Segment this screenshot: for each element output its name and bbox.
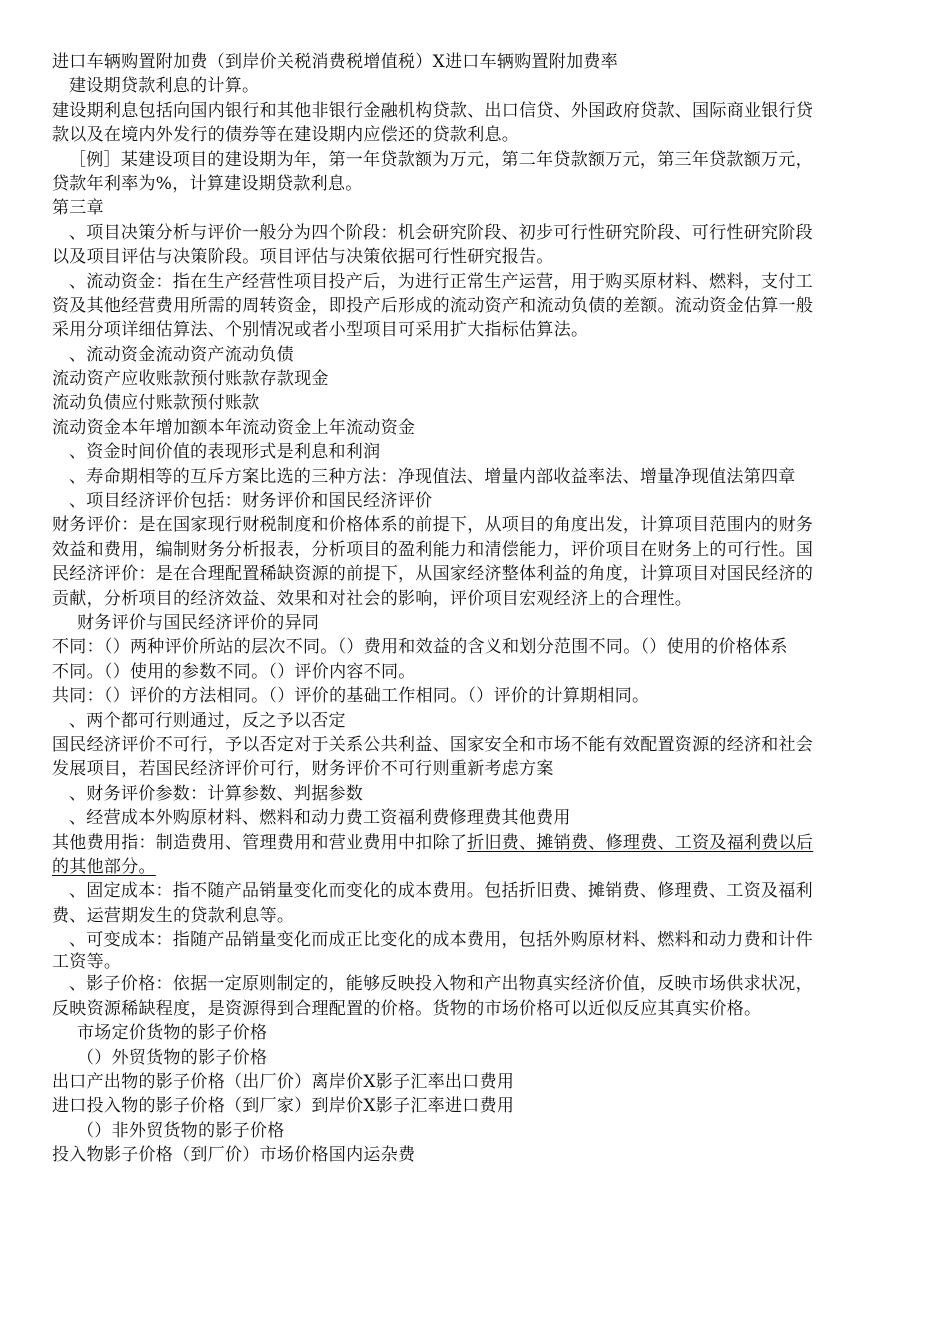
text-line: 费、运营期发生的贷款利息等。 — [52, 905, 295, 926]
text-line: 、流动资金：指在生产经营性项目投产后，为进行正常生产运营，用于购买原材料、燃料，支付工 — [69, 271, 813, 292]
text-line: 、两个都可行则通过，反之予以否定 — [69, 710, 346, 731]
text-line: 、固定成本：指不随产品销量变化而变化的成本费用。包括折旧费、摊销费、修理费、工资及福利 — [69, 881, 813, 902]
text-line: 款以及在境内外发行的债券等在建设期内应偿还的贷款利息。 — [52, 125, 520, 146]
text-line: 建设期利息包括向国内银行和其他非银行金融机构贷款、出口信贷、外国政府贷款、国际商业银行贷 — [52, 100, 814, 121]
text-line: 、可变成本：指随产品销量变化而成正比变化的成本费用，包括外购原材料、燃料和动力费和计件 — [69, 930, 813, 951]
text-line: 、财务评价参数：计算参数、判据参数 — [69, 783, 364, 804]
text-line: 反映资源稀缺程度，是资源得到合理配置的价格。货物的市场价格可以近似反应其真实价格。 — [52, 998, 762, 1019]
underlined-text: 折旧费、摊销费、修理费、工资及福利费以后 — [467, 832, 814, 853]
subsection-heading: （）外贸货物的影子价格 — [77, 1047, 268, 1068]
subsection-heading: （）非外贸货物的影子价格 — [77, 1120, 285, 1141]
section-heading: 财务评价与国民经济评价的异同 — [77, 612, 320, 633]
text-line: 采用分项详细估算法、个别情况或者小型项目可采用扩大指标估算法。 — [52, 320, 589, 341]
text-line: 共同：（）评价的方法相同。（）评价的基础工作相同。（）评价的计算期相同。 — [52, 686, 650, 707]
text-line: 民经济评价：是在合理配置稀缺资源的前提下，从国家经济整体利益的角度，计算项目对国民经济的 — [52, 564, 814, 585]
text-line: 不同。（）使用的参数不同。（）评价内容不同。 — [52, 661, 416, 682]
text-line: 贷款年利率为%，计算建设期贷款利息。 — [52, 173, 363, 194]
text-line: 、寿命期相等的互斥方案比选的三种方法：净现值法、增量内部收益率法、增量净现值法第四章 — [69, 466, 796, 487]
text-line: 流动负债应付账款预付账款 — [52, 393, 260, 414]
text-line: 、项目决策分析与评价一般分为四个阶段：机会研究阶段、初步可行性研究阶段、可行性研究阶段 — [69, 222, 813, 243]
text-line: 、项目经济评价包括：财务评价和国民经济评价 — [69, 491, 433, 512]
text-line: 、经营成本外购原材料、燃料和动力费工资福利费修理费其他费用 — [69, 808, 571, 829]
section-heading: 市场定价货物的影子价格 — [77, 1023, 268, 1044]
text-line: 进口车辆购置附加费（到岸价关税消费税增值税）X进口车辆购置附加费率 — [52, 52, 619, 72]
text-line: 发展项目，若国民经济评价可行，财务评价不可行则重新考虑方案 — [52, 759, 554, 780]
text-line — [52, 855, 904, 879]
text-line: 、流动资金流动资产流动负债 — [69, 344, 294, 365]
text-fragment: 其他费用指：制造费用、管理费用和营业费用中扣除了 — [52, 832, 468, 853]
chapter-heading: 第三章 — [52, 198, 104, 219]
text-line: 投入物影子价格（到厂价）市场价格国内运杂费 — [52, 1145, 416, 1166]
document-body — [52, 50, 904, 1168]
text-line: 效益和费用，编制财务分析报表，分析项目的盈利能力和清偿能力，评价项目在财务上的可行性。国 — [52, 539, 814, 560]
text-line: 、影子价格：依据一定原则制定的，能够反映投入物和产出物真实经济价值，反映市场供求状况， — [69, 974, 813, 995]
text-line: 资及其他经营费用所需的周转资金，即投产后形成的流动资产和流动负债的差额。流动资金估算一般 — [52, 295, 814, 316]
text-line: 以及项目评估与决策阶段。项目评估与决策依据可行性研究报告。 — [52, 247, 554, 268]
text-line: 、资金时间价值的表现形式是利息和利润 — [69, 442, 381, 463]
text-line: 不同：（）两种评价所站的层次不同。（）费用和效益的含义和划分范围不同。（）使用的价格体系 — [52, 637, 788, 658]
underlined-text: 的其他部分。 — [52, 856, 156, 877]
text-line: 出口产出物的影子价格（出厂价）离岸价X影子汇率出口费用 — [52, 1072, 515, 1093]
section-heading: 建设期贷款利息的计算。 — [69, 76, 260, 97]
text-line: 财务评价：是在国家现行财税制度和价格体系的前提下，从项目的角度出发，计算项目范围内的财务 — [52, 515, 814, 536]
text-line: 工资等。 — [52, 952, 122, 973]
text-line: 国民经济评价不可行，予以否定对于关系公共利益、国家安全和市场不能有效配置资源的经济和社会 — [52, 734, 814, 755]
text-line: 贡献，分析项目的经济效益、效果和对社会的影响，评价项目宏观经济上的合理性。 — [52, 588, 693, 609]
example-line: ［例］某建设项目的建设期为年，第一年贷款额为万元，第二年贷款额万元，第三年贷款额万元， — [69, 149, 813, 170]
text-line: 流动资金本年增加额本年流动资金上年流动资金 — [52, 417, 416, 438]
text-line: 进口投入物的影子价格（到厂家）到岸价X影子汇率进口费用 — [52, 1096, 515, 1117]
text-line: 流动资产应收账款预付账款存款现金 — [52, 369, 329, 390]
text-line — [52, 831, 904, 855]
